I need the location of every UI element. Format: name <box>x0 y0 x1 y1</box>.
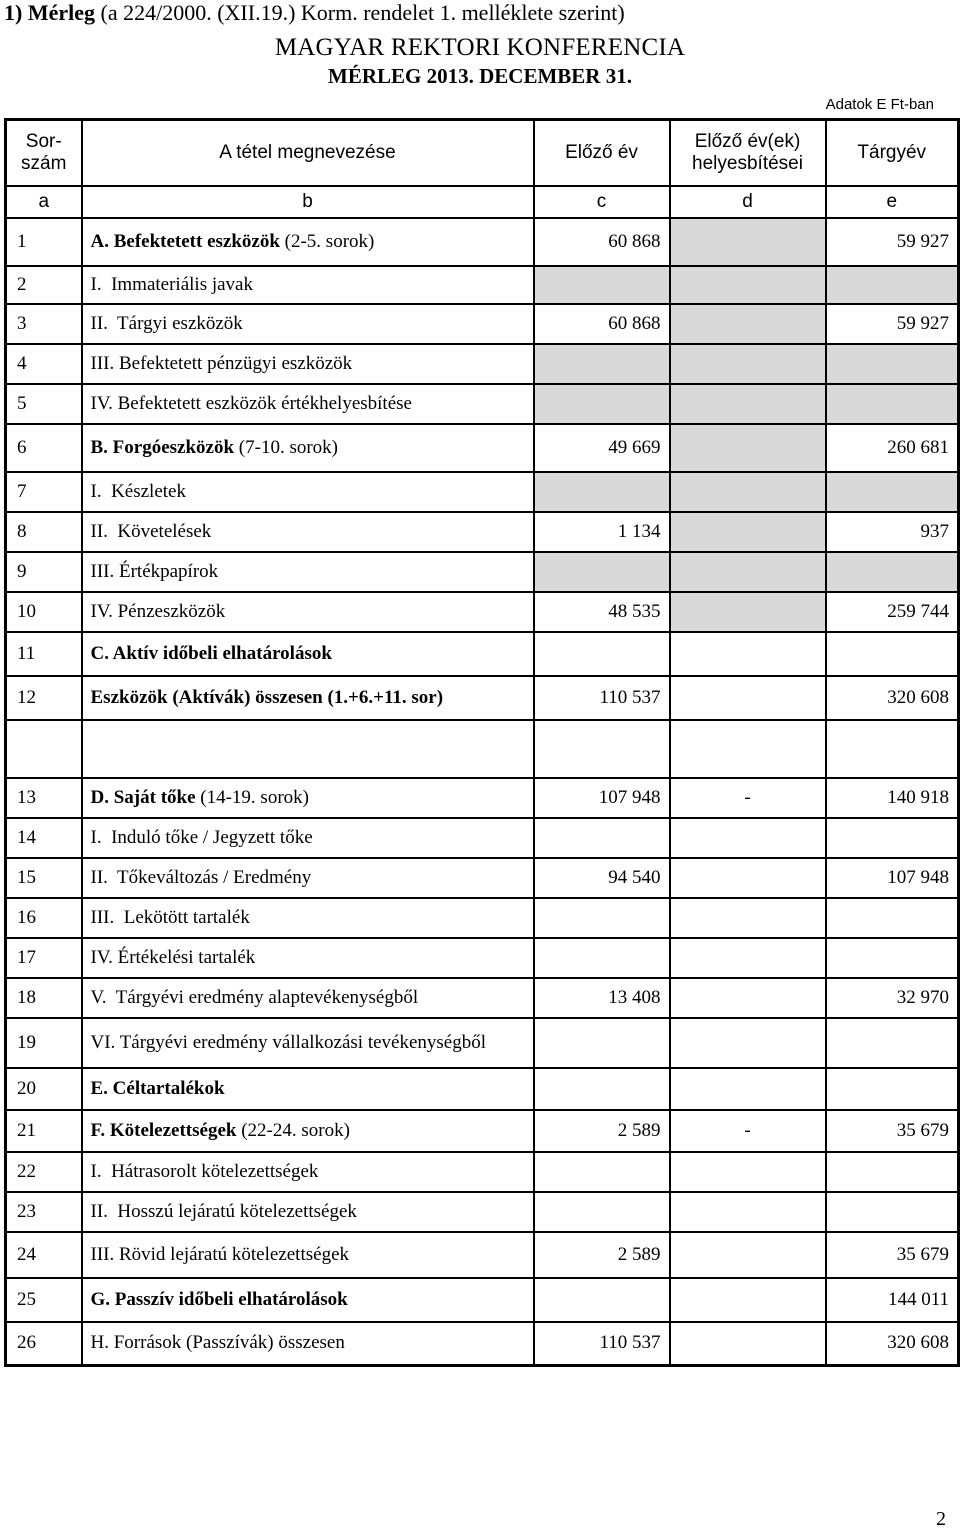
item-name <box>82 218 534 266</box>
table-row <box>6 1018 959 1068</box>
value-correction <box>670 552 826 592</box>
row-number: 6 <box>6 424 82 472</box>
item-name <box>82 778 534 818</box>
item-name-detail: I. Immateriális javak <box>90 273 253 295</box>
table-row <box>6 1192 959 1232</box>
row-number: 1 <box>6 218 82 266</box>
value-current-year: 260 681 <box>826 424 959 472</box>
table-row <box>6 978 959 1018</box>
letter-row <box>6 186 959 218</box>
col-header-sorszam-line2: szám <box>21 152 67 174</box>
table-row <box>6 304 959 344</box>
row-number: 7 <box>6 472 82 512</box>
col-letter: e <box>826 186 959 218</box>
col-header-sorszam-line1: Sor- <box>25 130 62 152</box>
item-name <box>82 266 534 304</box>
row-number: 12 <box>6 676 82 720</box>
item-name <box>82 1192 534 1232</box>
value-correction <box>670 898 826 938</box>
row-number: 13 <box>6 778 82 818</box>
row-number: 20 <box>6 1068 82 1110</box>
value-correction <box>670 512 826 552</box>
value-correction <box>670 266 826 304</box>
value-current-year: 107 948 <box>826 858 959 898</box>
value-correction <box>670 720 826 778</box>
row-number: 8 <box>6 512 82 552</box>
item-name-detail: II. Hosszú lejáratú kötelezettségek <box>90 1200 357 1222</box>
value-current-year: 320 608 <box>826 676 959 720</box>
item-name-detail: II. Követelések <box>90 520 212 542</box>
item-name <box>82 1018 534 1068</box>
item-name <box>82 304 534 344</box>
heading-bold: 1) Mérleg <box>4 0 95 25</box>
col-header-correction-line2: helyesbítései <box>692 152 803 174</box>
row-number: 24 <box>6 1232 82 1278</box>
item-name-detail: II. Tárgyi eszközök <box>90 312 243 334</box>
value-prev-year: 49 669 <box>534 424 670 472</box>
value-current-year <box>826 1152 959 1192</box>
table-row <box>6 778 959 818</box>
col-header-correction <box>670 120 826 186</box>
value-correction <box>670 676 826 720</box>
col-letter: d <box>670 186 826 218</box>
item-name-detail: V. Tárgyévi eredmény alaptevékenységből <box>90 986 419 1008</box>
item-name-main: Eszközök (Aktívák) összesen (1.+6.+11. sor) <box>90 686 444 708</box>
table-row <box>6 632 959 676</box>
table-row <box>6 676 959 720</box>
value-prev-year <box>534 552 670 592</box>
value-correction <box>670 858 826 898</box>
table-row <box>6 552 959 592</box>
item-name <box>82 1152 534 1192</box>
item-name <box>82 720 534 778</box>
value-current-year: 259 744 <box>826 592 959 632</box>
value-prev-year: 110 537 <box>534 676 670 720</box>
row-number: 16 <box>6 898 82 938</box>
table-row <box>6 344 959 384</box>
value-current-year <box>826 1018 959 1068</box>
value-prev-year: 2 589 <box>534 1110 670 1152</box>
value-current-year <box>826 720 959 778</box>
value-prev-year: 48 535 <box>534 592 670 632</box>
item-name-detail: I. Készletek <box>90 480 186 502</box>
item-name-detail: III. Rövid lejáratú kötelezettségek <box>90 1243 350 1265</box>
col-letter: c <box>534 186 670 218</box>
value-correction: - <box>670 1110 826 1152</box>
value-correction <box>670 978 826 1018</box>
item-name <box>82 344 534 384</box>
col-header-prev: Előző év <box>534 120 670 186</box>
unit-note: Adatok E Ft-ban <box>825 96 934 113</box>
item-name-detail: (22-24. sorok) <box>236 1119 350 1141</box>
item-name <box>82 632 534 676</box>
value-correction <box>670 632 826 676</box>
table-row <box>6 1322 959 1366</box>
row-number: 2 <box>6 266 82 304</box>
col-letter: a <box>6 186 82 218</box>
value-prev-year: 60 868 <box>534 304 670 344</box>
table-row <box>6 218 959 266</box>
value-prev-year: 107 948 <box>534 778 670 818</box>
table-row <box>6 1152 959 1192</box>
value-prev-year <box>534 818 670 858</box>
value-prev-year <box>534 1192 670 1232</box>
value-current-year <box>826 384 959 424</box>
value-current-year: 35 679 <box>826 1110 959 1152</box>
value-prev-year: 110 537 <box>534 1322 670 1366</box>
row-number: 18 <box>6 978 82 1018</box>
item-name <box>82 424 534 472</box>
value-correction <box>670 472 826 512</box>
item-name <box>82 858 534 898</box>
item-name <box>82 1068 534 1110</box>
header-row <box>6 120 959 186</box>
value-correction <box>670 938 826 978</box>
value-current-year: 32 970 <box>826 978 959 1018</box>
row-number: 14 <box>6 818 82 858</box>
value-prev-year: 60 868 <box>534 218 670 266</box>
value-current-year: 59 927 <box>826 304 959 344</box>
item-name-detail: I. Hátrasorolt kötelezettségek <box>90 1160 319 1182</box>
item-name-detail: I. Induló tőke / Jegyzett tőke <box>90 826 313 848</box>
row-number: 19 <box>6 1018 82 1068</box>
item-name <box>82 472 534 512</box>
item-name-main: G. Passzív időbeli elhatárolások <box>90 1288 348 1310</box>
value-correction <box>670 1232 826 1278</box>
item-name-detail: IV. Értékelési tartalék <box>90 946 256 968</box>
item-name <box>82 1232 534 1278</box>
table-row <box>6 818 959 858</box>
col-header-correction-line1: Előző év(ek) <box>694 130 801 152</box>
value-prev-year: 13 408 <box>534 978 670 1018</box>
value-current-year <box>826 1192 959 1232</box>
value-prev-year: 94 540 <box>534 858 670 898</box>
value-correction <box>670 1192 826 1232</box>
value-correction <box>670 424 826 472</box>
table-row <box>6 858 959 898</box>
value-correction <box>670 304 826 344</box>
item-name-detail: (2-5. sorok) <box>279 230 375 252</box>
row-number: 4 <box>6 344 82 384</box>
col-header-sorszam <box>6 120 82 186</box>
value-current-year <box>826 938 959 978</box>
item-name-main: E. Céltartalékok <box>90 1077 225 1099</box>
table-row <box>6 1068 959 1110</box>
value-current-year <box>826 632 959 676</box>
row-number: 10 <box>6 592 82 632</box>
value-prev-year <box>534 1152 670 1192</box>
page-number: 2 <box>936 1508 946 1530</box>
row-number: 26 <box>6 1322 82 1366</box>
value-correction <box>670 1152 826 1192</box>
col-header-name: A tétel megnevezése <box>82 120 534 186</box>
item-name-main: B. Forgóeszközök <box>90 436 235 458</box>
item-name-main: H. Források (Passzívák) összesen <box>90 1332 345 1354</box>
value-correction <box>670 1068 826 1110</box>
value-correction <box>670 1322 826 1366</box>
value-correction <box>670 344 826 384</box>
item-name-main: F. Kötelezettségek <box>90 1119 237 1141</box>
balance-sheet-table <box>4 118 960 1367</box>
table-row <box>6 1110 959 1152</box>
value-current-year: 320 608 <box>826 1322 959 1366</box>
heading-rest: (a 224/2000. (XII.19.) Korm. rendelet 1. melléklete szerint) <box>95 0 625 25</box>
item-name <box>82 592 534 632</box>
value-prev-year <box>534 898 670 938</box>
item-name-detail: III. Értékpapírok <box>90 560 219 582</box>
value-prev-year <box>534 720 670 778</box>
document-heading <box>4 0 625 26</box>
table-row <box>6 1278 959 1322</box>
value-correction <box>670 1278 826 1322</box>
item-name-detail: VI. Tárgyévi eredmény vállalkozási tevékenységből <box>90 1031 487 1053</box>
row-number: 17 <box>6 938 82 978</box>
item-name-detail: (14-19. sorok) <box>195 786 309 808</box>
value-prev-year <box>534 1068 670 1110</box>
item-name <box>82 938 534 978</box>
value-correction <box>670 218 826 266</box>
col-header-current: Tárgyév <box>826 120 959 186</box>
value-prev-year <box>534 384 670 424</box>
table-row <box>6 720 959 778</box>
item-name-main: D. Saját tőke <box>90 786 196 808</box>
item-name <box>82 676 534 720</box>
row-number: 21 <box>6 1110 82 1152</box>
col-letter: b <box>82 186 534 218</box>
item-name-detail: III. Befektetett pénzügyi eszközök <box>90 352 353 374</box>
value-current-year: 937 <box>826 512 959 552</box>
value-prev-year <box>534 938 670 978</box>
value-prev-year <box>534 1278 670 1322</box>
row-number: 15 <box>6 858 82 898</box>
value-prev-year: 2 589 <box>534 1232 670 1278</box>
row-number: 5 <box>6 384 82 424</box>
item-name-main: A. Befektetett eszközök <box>90 230 280 252</box>
table-row <box>6 898 959 938</box>
row-number: 22 <box>6 1152 82 1192</box>
value-current-year: 144 011 <box>826 1278 959 1322</box>
item-name <box>82 898 534 938</box>
row-number: 23 <box>6 1192 82 1232</box>
value-correction <box>670 592 826 632</box>
item-name-detail: III. Lekötött tartalék <box>90 906 250 928</box>
value-current-year <box>826 266 959 304</box>
item-name-detail: (7-10. sorok) <box>234 436 338 458</box>
item-name <box>82 1322 534 1366</box>
item-name <box>82 384 534 424</box>
value-prev-year <box>534 344 670 384</box>
table-body <box>6 218 959 1366</box>
value-prev-year <box>534 472 670 512</box>
item-name-detail: II. Tőkeváltozás / Eredmény <box>90 866 312 888</box>
item-name-detail: IV. Pénzeszközök <box>90 600 226 622</box>
value-current-year: 59 927 <box>826 218 959 266</box>
value-current-year: 35 679 <box>826 1232 959 1278</box>
row-number <box>6 720 82 778</box>
item-name-detail: IV. Befektetett eszközök értékhelyesbítése <box>90 392 412 414</box>
value-current-year <box>826 552 959 592</box>
item-name <box>82 978 534 1018</box>
table-row <box>6 266 959 304</box>
item-name-main: C. Aktív időbeli elhatárolások <box>90 642 332 664</box>
value-current-year <box>826 818 959 858</box>
item-name <box>82 512 534 552</box>
row-number: 9 <box>6 552 82 592</box>
item-name <box>82 1278 534 1322</box>
value-current-year <box>826 472 959 512</box>
value-current-year <box>826 1068 959 1110</box>
value-correction <box>670 384 826 424</box>
row-number: 25 <box>6 1278 82 1322</box>
table-row <box>6 424 959 472</box>
row-number: 3 <box>6 304 82 344</box>
item-name <box>82 1110 534 1152</box>
organization-name: MAGYAR REKTORI KONFERENCIA <box>274 34 686 61</box>
table-row <box>6 592 959 632</box>
table-row <box>6 384 959 424</box>
table-row <box>6 472 959 512</box>
table-row <box>6 1232 959 1278</box>
balance-title: MÉRLEG 2013. DECEMBER 31. <box>328 64 632 88</box>
value-correction: - <box>670 778 826 818</box>
value-prev-year <box>534 632 670 676</box>
value-current-year <box>826 344 959 384</box>
table-row <box>6 512 959 552</box>
value-prev-year <box>534 1018 670 1068</box>
value-prev-year <box>534 266 670 304</box>
row-number: 11 <box>6 632 82 676</box>
value-correction <box>670 1018 826 1068</box>
item-name <box>82 552 534 592</box>
value-correction <box>670 818 826 858</box>
value-prev-year: 1 134 <box>534 512 670 552</box>
value-current-year: 140 918 <box>826 778 959 818</box>
item-name <box>82 818 534 858</box>
table-row <box>6 938 959 978</box>
value-current-year <box>826 898 959 938</box>
